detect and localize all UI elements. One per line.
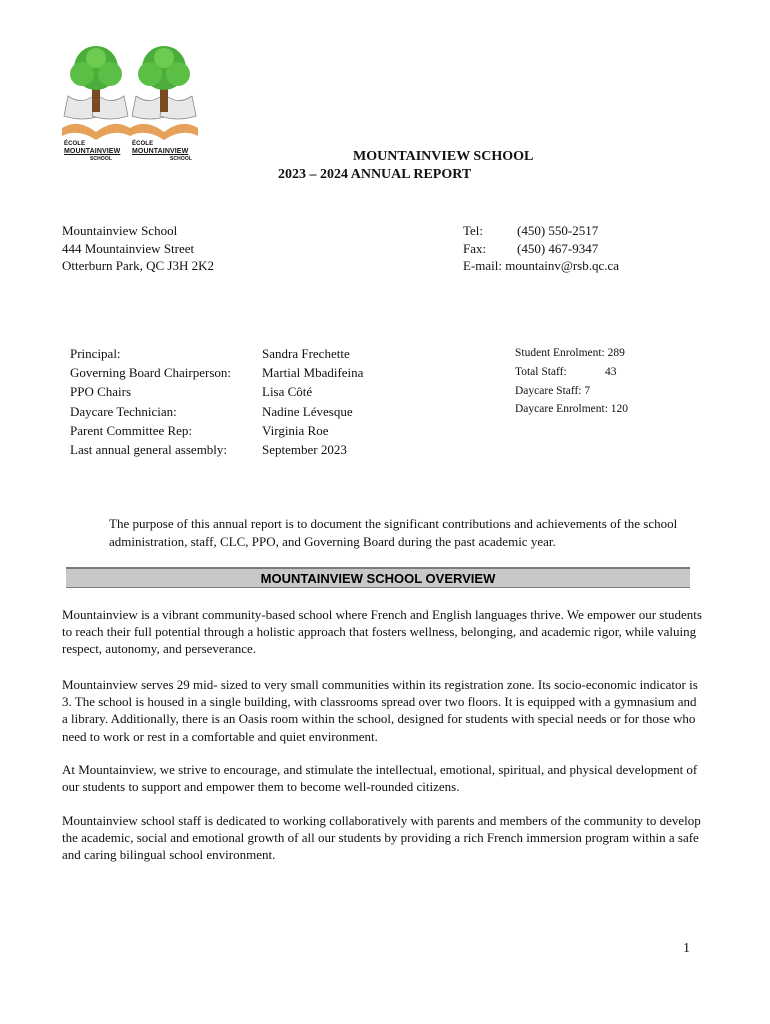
report-title: MOUNTAINVIEW SCHOOL xyxy=(353,149,534,164)
school-stats xyxy=(515,344,628,419)
overview-paragraph-4: Mountainview school staff is dedicated to working collaboratively with parents and members of the community to develop the academic, social and emotional growth of all our students by providing a rich French immersion program within a safe and caring bilingual school environment. xyxy=(62,813,701,863)
logo-text-left-top: ÉCOLE xyxy=(64,141,86,147)
daycare-staff: Daycare Staff: 7 xyxy=(515,384,591,397)
tel-value: (450) 550-2517 xyxy=(517,223,599,238)
tel-label: Tel: xyxy=(463,223,484,238)
overview-paragraph-3: At Mountainview, we strive to encourage, and stimulate the intellectual, emotional, spiritual, and physical development of our students to support and empower them to become well-rounded citizens. xyxy=(62,762,698,795)
tel-row xyxy=(463,222,619,240)
logo-text-right-sub: SCHOOL xyxy=(170,156,192,162)
logo-text-right-top: ÉCOLE xyxy=(132,141,154,147)
role-name: September 2023 xyxy=(262,442,347,458)
role-name: Nadine Lévesque xyxy=(262,403,353,419)
staff-role-names xyxy=(262,344,363,459)
fax-label: Fax: xyxy=(463,240,487,256)
logo-text-left-main: MOUNTAINVIEW xyxy=(64,148,121,155)
logo-text-right-main: MOUNTAINVIEW xyxy=(132,148,189,155)
address-line-2: 444 Mountainview Street xyxy=(62,240,195,256)
role-label: Principal: xyxy=(70,346,121,361)
fax-value: (450) 467-9347 xyxy=(517,240,599,256)
email-row: E-mail: mountainv@rsb.qc.ca xyxy=(463,258,620,273)
role-label: PPO Chairs xyxy=(70,384,132,400)
school-contact xyxy=(463,222,619,275)
role-name: Martial Mbadifeina xyxy=(262,365,364,381)
address-line-1: Mountainview School xyxy=(62,223,178,238)
total-staff-value: 43 xyxy=(605,365,617,378)
total-staff-row xyxy=(515,363,628,382)
role-name: Sandra Frechette xyxy=(262,346,350,361)
tree-right-icon xyxy=(130,46,198,140)
purpose-statement: The purpose of this annual report is to document the significant contributions and achievements of the school administration, staff, CLC, PPO, and Governing Board during the past academic year. xyxy=(109,516,678,549)
overview-heading: MOUNTAINVIEW SCHOOL OVERVIEW xyxy=(66,567,690,588)
tree-left-icon xyxy=(62,46,130,140)
role-label: Governing Board Chairperson: xyxy=(70,365,232,381)
staff-role-labels xyxy=(70,344,231,459)
total-staff-label: Total Staff: xyxy=(515,365,567,378)
overview-paragraph-2: Mountainview serves 29 mid- sized to very small communities within its registration zone. Its socio-economic indicator is 3. The school is housed in a single building, with classrooms spread over two floors. It is equipped with a gymnasium and a library. Additionally, there is an Oasis room within the school, designed for students with special needs or for those who need to work or rest in a comfortable and quiet environment. xyxy=(62,677,698,744)
role-label: Parent Committee Rep: xyxy=(70,422,193,438)
role-label: Last annual general assembly: xyxy=(70,442,228,458)
student-enrolment: Student Enrolment: 289 xyxy=(515,347,625,359)
daycare-enrolment: Daycare Enrolment: 120 xyxy=(515,403,629,416)
role-label: Daycare Technician: xyxy=(70,403,177,419)
role-name: Lisa Côté xyxy=(262,384,313,400)
fax-row xyxy=(463,240,619,258)
page-number: 1 xyxy=(683,941,690,956)
report-subtitle: 2023 – 2024 ANNUAL REPORT xyxy=(278,167,472,182)
logo-text-left-sub: SCHOOL xyxy=(90,156,112,162)
school-logo xyxy=(60,44,210,164)
overview-paragraph-1: Mountainview is a vibrant community-based school where French and English languages thrive. We empower our students to reach their full potential through a holistic approach that fosters wellness, belonging, and academic rigor, while valuing respect, autonomy, and perseverance. xyxy=(62,607,702,657)
address-line-3: Otterburn Park, QC J3H 2K2 xyxy=(62,258,215,273)
role-name: Virginia Roe xyxy=(262,422,329,438)
school-address xyxy=(62,222,214,275)
